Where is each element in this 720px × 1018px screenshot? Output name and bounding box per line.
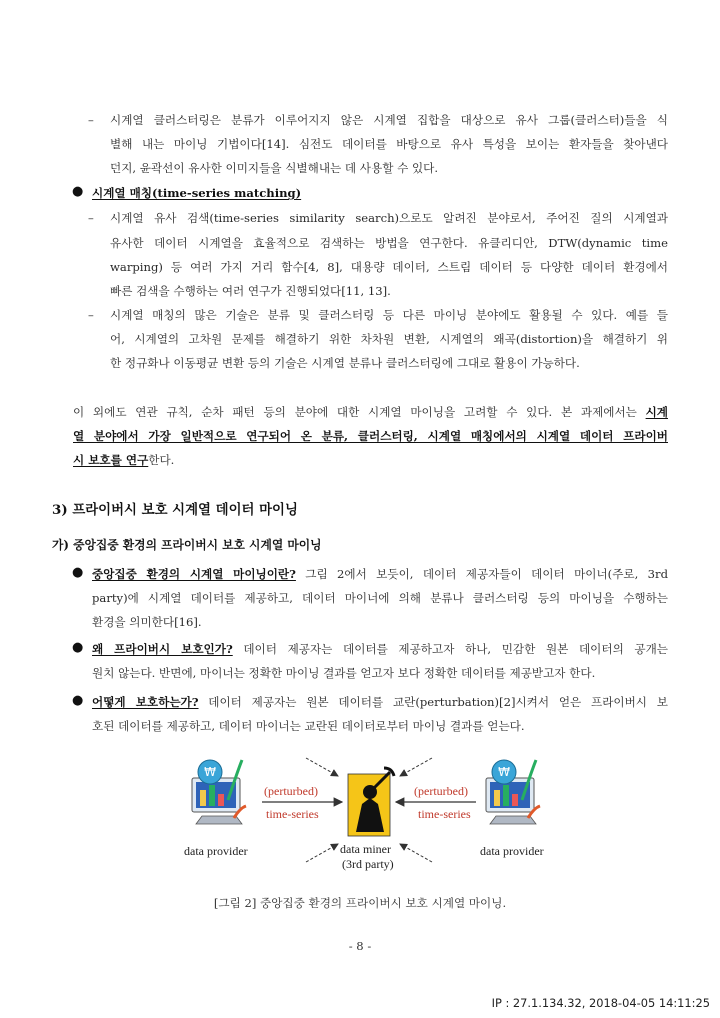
bullet-icon: ●	[72, 640, 84, 655]
perturbed-label-right: (perturbed)	[414, 784, 468, 798]
data-miner-label: data miner	[340, 842, 391, 856]
page-number: - 8 -	[348, 939, 372, 953]
matching-item1-line-3: warping) 등 여러 가지 거리 함수[4, 8], 대용량 데이터, 스트림 데이터 등 다양한 데이터 환경에서	[110, 260, 668, 274]
figure-caption: [그림 2] 중앙집중 환경의 프라이버시 보호 시계열 마이닝.	[213, 896, 507, 910]
arrow-icon	[400, 758, 432, 776]
summary-line-1	[73, 405, 668, 419]
svg-text:₩: ₩	[498, 765, 510, 779]
bullet3-line-2: 호된 데이터를 제공하고, 데이터 마이너는 교란된 데이터로부터 마이닝 결과를 얻는다.	[92, 719, 525, 733]
summary-emphasis: 시계	[645, 405, 668, 419]
matching-item1-line-2: 유사한 데이터 시계열을 효율적으로 검색하는 방법을 연구한다. 유클리디안, DTW(dynamic time	[110, 236, 668, 250]
bullet1-text: 그림 2에서 보듯이, 데이터 제공자들이 데이터 마이너(주로, 3rd	[295, 567, 668, 581]
bullet1-head: 중앙집중 환경의 시계열 마이닝이란?	[92, 567, 296, 581]
subsection-title: 가) 중앙집중 환경의 프라이버시 보호 시계열 마이닝	[52, 538, 322, 552]
matching-heading: 시계열 매칭(time-series matching)	[92, 186, 302, 200]
svg-text:₩: ₩	[204, 765, 216, 779]
bullet2-line-1	[92, 642, 668, 656]
bullet2-text: 데이터 제공자는 데이터를 제공하고자 하나, 민감한 원본 데이터의 공개는	[232, 642, 668, 656]
miner-icon	[348, 768, 394, 836]
clustering-line-3: 던지, 윤곽선이 유사한 이미지들을 식별해내는 데 사용할 수 있다.	[110, 161, 439, 175]
bullet-icon: ●	[72, 693, 84, 708]
timeseries-label-left: time-series	[266, 807, 319, 821]
matching-item2-line-3: 한 정규화나 이동평균 변환 등의 기술은 시계열 분류나 클러스터링에 그대로 활용이 가능하다.	[110, 356, 580, 370]
computer-icon	[192, 760, 246, 824]
summary-text: 이 외에도 연관 규칙, 순차 패턴 등의 분야에 대한 시계열 마이닝을 고려할 수 있다. 본 과제에서는	[73, 405, 646, 419]
section-title: 3) 프라이버시 보호 시계열 데이터 마이닝	[52, 502, 298, 518]
summary-line-3	[73, 453, 174, 467]
list-dash: –	[88, 113, 94, 127]
clustering-line-2: 별해 내는 마이닝 기법이다[14]. 심전도 데이터를 바탕으로 유사 특성을 보이는 환자들을 찾아낸다	[110, 137, 668, 151]
arrow-icon	[306, 758, 338, 776]
bullet-icon: ●	[72, 565, 84, 580]
bullet1-line-2: party)에 시계열 데이터를 제공하고, 데이터 마이너에 의해 분류나 클러스터링 등의 마이닝을 수행하는	[92, 591, 668, 605]
summary-text: 한다.	[148, 453, 175, 467]
timeseries-label-right: time-series	[418, 807, 471, 821]
list-dash: –	[88, 211, 94, 225]
arrow-icon	[306, 844, 338, 862]
bullet1-line-3: 환경을 의미한다[16].	[92, 615, 202, 629]
bullet3-head: 어떻게 보호하는가?	[92, 695, 199, 709]
clustering-line-1: 시계열 클러스터링은 분류가 이루어지지 않은 시계열 집합을 대상으로 유사 그룹(클러스터)들을 식	[110, 113, 668, 127]
matching-item1-line-1: 시계열 유사 검색(time-series similarity search)으로도 알려진 분야로서, 주어진 질의 시계열과	[110, 211, 668, 225]
data-provider-right: data provider	[480, 844, 544, 858]
data-provider-left: data provider	[184, 844, 248, 858]
matching-item2-line-2: 어, 시계열의 고차원 문제를 해결하기 위한 차차원 변환, 시계열의 왜곡(distortion)을 해결하기 위	[110, 332, 668, 346]
footer-ip: IP : 27.1.134.32, 2018-04-05 14:11:25	[491, 996, 710, 1010]
matching-item1-line-4: 빠른 검색을 수행하는 여러 연구가 진행되었다[11, 13].	[110, 284, 391, 298]
perturbed-label-left: (perturbed)	[264, 784, 318, 798]
figure-2	[180, 752, 560, 877]
third-party-label: (3rd party)	[342, 857, 394, 871]
computer-icon	[486, 760, 540, 824]
summary-emphasis: 시 보호를 연구	[73, 453, 149, 467]
arrow-icon	[400, 844, 432, 862]
bullet2-head: 왜 프라이버시 보호인가?	[92, 642, 233, 656]
bullet-icon: ●	[72, 184, 84, 199]
summary-line-2: 열 분야에서 가장 일반적으로 연구되어 온 분류, 클러스터링, 시계열 매칭에서의 시계열 데이터 프라이버	[73, 429, 668, 443]
bullet3-text: 데이터 제공자는 원본 데이터를 교란(perturbation)[2]시켜서 얻은 프라이버시 보	[198, 695, 668, 709]
matching-item2-line-1: 시계열 매칭의 많은 기술은 분류 및 클러스터링 등 다른 마이닝 분야에도 활용될 수 있다. 예를 들	[110, 308, 668, 322]
bullet3-line-1	[92, 695, 668, 709]
bullet2-line-2: 원치 않는다. 반면에, 마이너는 정확한 마이닝 결과를 얻고자 보다 정확한 데이터를 제공받고자 한다.	[92, 666, 596, 680]
list-dash: –	[88, 308, 94, 322]
bullet1-line-1	[92, 567, 668, 581]
